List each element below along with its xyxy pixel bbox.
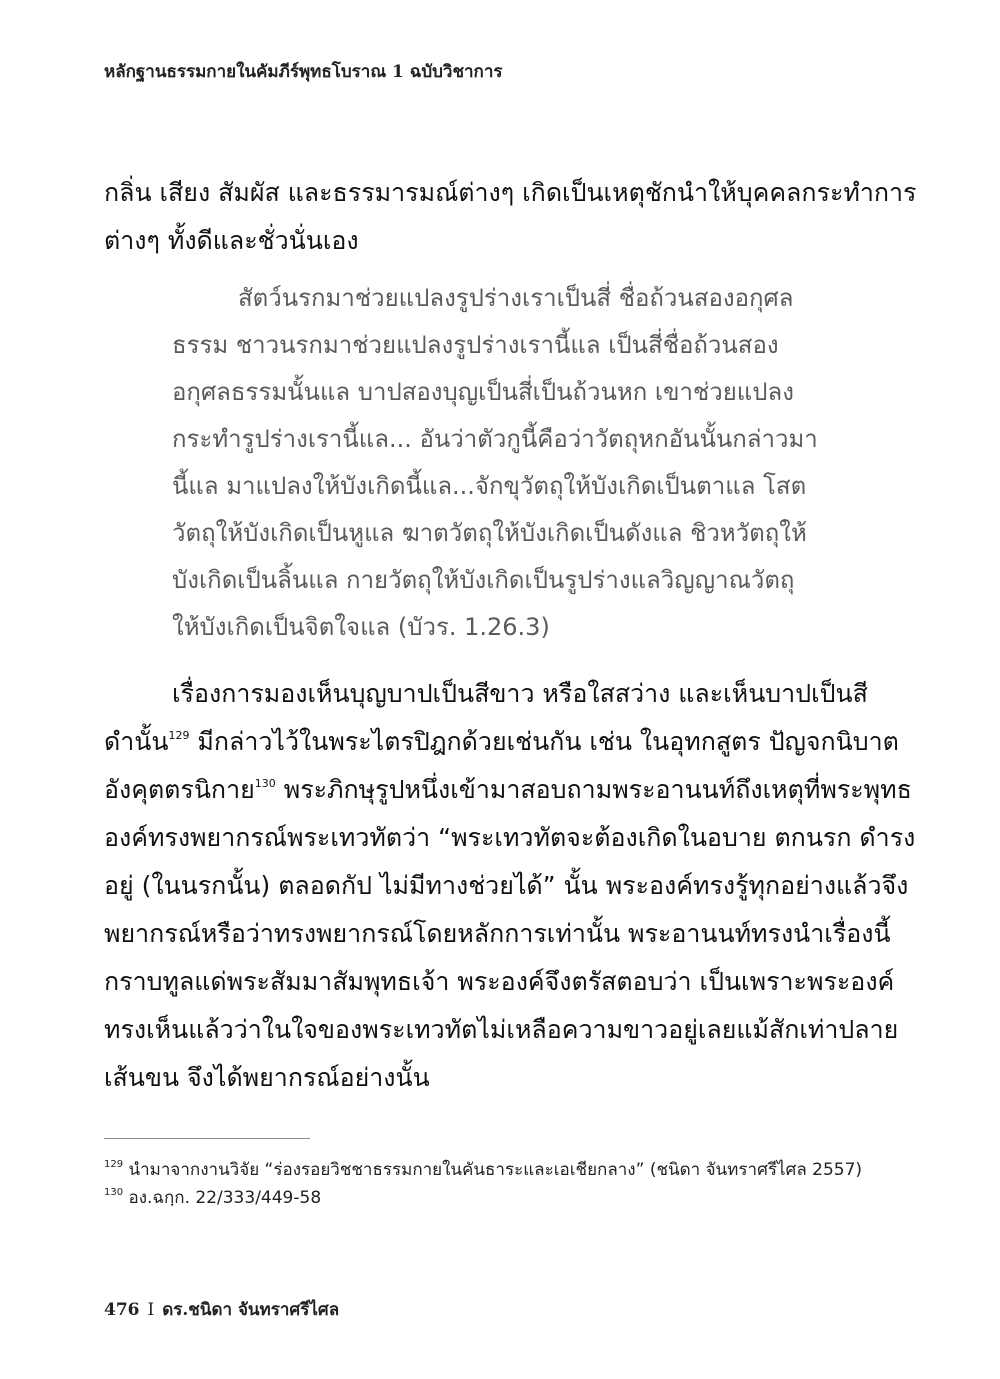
paragraph-line [104, 777, 912, 802]
quote-line: บังเกิดเป็นลิ้นแล กายวัตถุให้บังเกิดเป็นรูปร่างแลวิญญาณวัตถุ [172, 566, 795, 594]
footnote-ref-130[interactable]: 130 [254, 777, 276, 790]
running-header: หลักฐานธรรมกายในคัมภีร์พุทธโบราณ 1 ฉบับวิชาการ [104, 62, 503, 82]
quote-line: ธรรม ชาวนรกมาช่วยแปลงรูปร่างเรานี้แล เป็นสี่ชื่อถ้วนสอง [172, 331, 779, 359]
paragraph-text: อังคุตตรนิกาย [104, 775, 255, 804]
footer-author: ดร.ชนิดา จันทราศรีไศล [162, 1300, 340, 1320]
quote-line: อกุศลธรรมนั้นแล บาปสองบุญเป็นสี่เป็นถ้วนหก เขาช่วยแปลง [172, 378, 794, 406]
intro-line: ต่างๆ ทั้งดีและชั่วนั่นเอง [104, 226, 359, 255]
page-number: 476 [104, 1300, 140, 1320]
quote-line: นี้แล มาแปลงให้บังเกิดนี้แล...จักขุวัตถุให้บังเกิดเป็นตาแล โสต [172, 472, 807, 500]
page-footer [104, 1296, 339, 1323]
footnote-number: 130 [104, 1187, 124, 1198]
paragraph-text: มีกล่าวไว้ในพระไตรปิฎกด้วยเช่นกัน เช่น ในอุทกสูตร ปัญจกนิบาต [189, 727, 899, 756]
footnote-number: 129 [104, 1159, 124, 1170]
footnote-ref-129[interactable]: 129 [168, 729, 190, 742]
footnote-text: อง.ฉกฺก. 22/333/449-58 [123, 1188, 322, 1208]
paragraph-line: เส้นขน จึงได้พยากรณ์อย่างนั้น [104, 1063, 430, 1092]
paragraph-line: ทรงเห็นแล้วว่าในใจของพระเทวทัตไม่เหลือความขาวอยู่เลยแม้สักเท่าปลาย [104, 1015, 899, 1044]
quote-line: กระทำรูปร่างเรานี้แล... อันว่าตัวกูนี้คือว่าวัตถุหกอันนั้นกล่าวมา [172, 425, 818, 453]
footnote-129 [104, 1159, 863, 1180]
quote-line: สัตว์นรกมาช่วยแปลงรูปร่างเราเป็นสี่ ชื่อถ้วนสองอกุศล [238, 284, 794, 312]
paragraph-text: พระภิกษุรูปหนึ่งเข้ามาสอบถามพระอานนท์ถึงเหตุที่พระพุทธ [275, 775, 912, 804]
footnote-text: นำมาจากงานวิจัย “ร่องรอยวิชชาธรรมกายในคันธาระและเอเชียกลาง” (ชนิดา จันทราศรีไศล 2557) [123, 1160, 863, 1180]
footnote-130 [104, 1187, 322, 1208]
quote-line: ให้บังเกิดเป็นจิตใจแล (บัวร. 1.26.3) [172, 613, 550, 641]
quote-line: วัตถุให้บังเกิดเป็นหูแล ฆาตวัตถุให้บังเกิดเป็นดังแล ชิวหวัตถุให้ [172, 519, 807, 547]
paragraph-line: พยากรณ์หรือว่าทรงพยากรณ์โดยหลักการเท่านั้น พระอานนท์ทรงนำเรื่องนี้ [104, 919, 891, 948]
footnote-divider [104, 1138, 310, 1139]
paragraph-line: อยู่ (ในนรกนั้น) ตลอดกัป ไม่มีทางช่วยได้” นั้น พระองค์ทรงรู้ทุกอย่างแล้วจึง [104, 871, 909, 900]
paragraph-line: เรื่องการมองเห็นบุญบาปเป็นสีขาว หรือใสสว่าง และเห็นบาปเป็นสี [172, 679, 868, 708]
intro-line: กลิ่น เสียง สัมผัส และธรรมารมณ์ต่างๆ เกิดเป็นเหตุชักนำให้บุคคลกระทำการ [104, 178, 917, 207]
paragraph-line [104, 729, 899, 754]
paragraph-text: ดำนั้น [104, 727, 169, 756]
paragraph-line: กราบทูลแด่พระสัมมาสัมพุทธเจ้า พระองค์จึงตรัสตอบว่า เป็นเพราะพระองค์ [104, 967, 895, 996]
footer-separator: I [147, 1300, 155, 1320]
paragraph-line: องค์ทรงพยากรณ์พระเทวทัตว่า “พระเทวทัตจะต้องเกิดในอบาย ตกนรก ดำรง [104, 823, 916, 852]
